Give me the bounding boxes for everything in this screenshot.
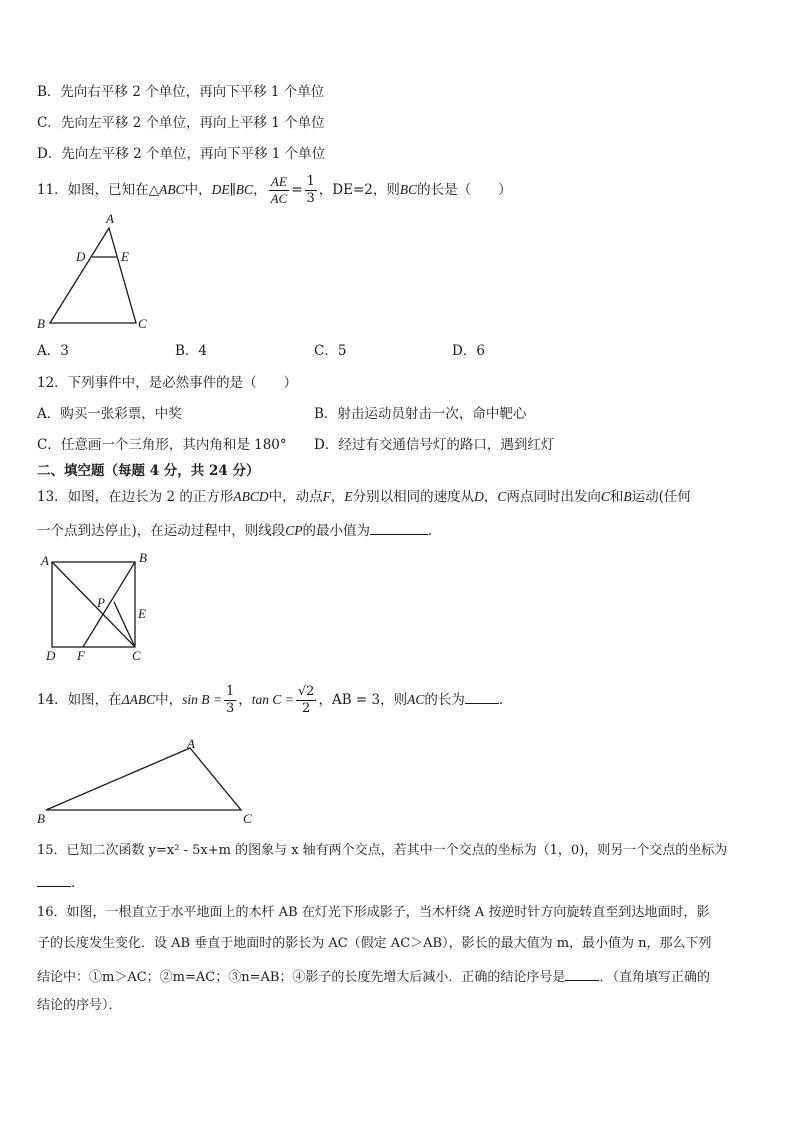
q15-stem-line1: 15．已知二次函数 y=x² - 5x+m 的图象与 x 轴有两个交点，若其中一个交点的坐标为（1，0)，则另一个交点的坐标为: [37, 843, 728, 858]
q16-stem-line3: 结论中：①m＞AC；②m=AC；③n=AB；④影子的长度先增大后减小．正确的结论序号是 ．（直角填写正确的: [37, 966, 710, 987]
q12-option-a: A．购买一张彩票，中奖: [37, 406, 182, 422]
q10-option-c: C．先向左平移 2 个单位，再向上平移 1 个单位: [37, 115, 325, 131]
q13-label-c: C: [132, 648, 141, 663]
q12-option-b: B．射击运动员射击一次，命中靶心: [314, 406, 527, 422]
q16-stem-line1: 16．如图，一根直立于水平地面上的木杆 AB 在灯光下形成影子，当木杆绕 A 按逆时针方向旋转直至到达地面时，影: [37, 905, 710, 920]
q14-triangle-abc: [46, 748, 241, 810]
q15-stem-line2: ．: [37, 872, 85, 892]
q13-label-f: F: [77, 648, 85, 663]
q13-label-p: P: [97, 595, 105, 610]
q13-stem-line1: 13．如图，在边长为 2 的正方形ABCD中，动点F，E分别以相同的速度从D，C两点同时出发向C和B运动(任何: [37, 489, 691, 505]
q12-option-d: D．经过有交通信号灯的路口，遇到红灯: [314, 437, 555, 453]
q15-answer-blank[interactable]: [37, 872, 71, 887]
q13-label-d: D: [46, 648, 56, 663]
q13-segment-fb: [83, 562, 135, 647]
q14-triangle-figure: [30, 735, 270, 827]
q11-label-d: D: [76, 249, 86, 264]
q13-answer-blank[interactable]: [370, 520, 428, 535]
q11-option-a: A．3: [37, 343, 69, 359]
q16-answer-blank[interactable]: [565, 966, 599, 981]
q14-answer-blank[interactable]: [465, 689, 499, 704]
q11-label-c: C: [138, 316, 147, 331]
q11-option-c: C．5: [314, 343, 347, 359]
q14-fraction-sin: $\frac{1}{3}$: [225, 684, 235, 716]
q11-triangle-abc: [50, 228, 136, 323]
q14-fraction-tan: $\frac{√2}{2}$: [297, 684, 315, 716]
q14-stem: 14．如图，在ΔABC中，sin B = $\frac{1}{3}$ ，tan C = $\frac{√2}{2}$ ，AB = 3，则AC的长为 ．: [37, 684, 513, 716]
q11-triangle-figure: [30, 210, 160, 335]
q11-fraction-ratio: $\frac{AE}{AC}$: [270, 174, 288, 206]
q13-segment-ac: [52, 562, 135, 647]
q16-stem-line4: 结论的序号）．: [37, 998, 122, 1013]
q13-segment-pc: [114, 602, 135, 647]
q11-label-b: B: [37, 316, 45, 331]
q11-stem: 11．如图，已知在△ABC中，DE∥BC， $\frac{AE}{AC}$ = $\frac{1}{3}$ ，DE=2，则BC的长是（ ）: [37, 174, 512, 206]
q10-option-d: D．先向左平移 2 个单位，再向下平移 1 个单位: [37, 146, 326, 162]
q11-option-b: B．4: [175, 343, 208, 359]
q13-square-figure: [36, 548, 156, 666]
q12-option-c: C．任意画一个三角形，其内角和是 180°: [37, 437, 287, 453]
q13-stem-line2: 一个点到达停止)，在运动过程中，则线段CP的最小值为 ．: [37, 520, 442, 540]
q13-label-b: B: [139, 550, 147, 565]
q11-option-d: D．6: [452, 343, 485, 359]
q16-stem-line2: 子的长度发生变化．设 AB 垂直于地面时的影长为 AC（假定 AC＞AB），影长的最大值为 m，最小值为 n，那么下列: [37, 936, 712, 951]
q10-option-b: B．先向右平移 2 个单位，再向下平移 1 个单位: [37, 84, 325, 100]
section-fill-in-blank-heading: 二、填空题（每题 4 分，共 24 分）: [37, 463, 260, 479]
q11-label-a: A: [106, 211, 114, 226]
q11-label-e: E: [121, 249, 129, 264]
q11-fraction-value: $\frac{1}{3}$: [306, 174, 315, 206]
q14-label-a: A: [187, 736, 195, 751]
q14-label-b: B: [37, 811, 45, 826]
q13-label-e: E: [138, 606, 146, 621]
q12-stem: 12．下列事件中，是必然事件的是（ ）: [37, 375, 298, 391]
q13-label-a: A: [41, 553, 49, 568]
q14-label-c: C: [243, 811, 252, 826]
